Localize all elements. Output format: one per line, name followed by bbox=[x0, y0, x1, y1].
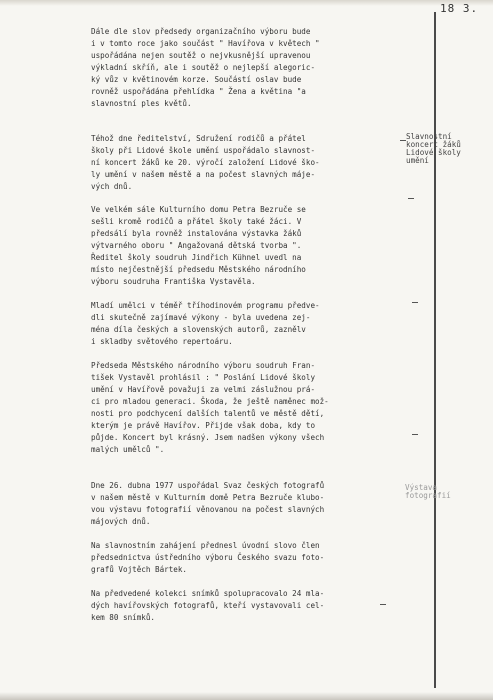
text-line: Ve velkém sále Kulturního domu Petra Bezruče se bbox=[91, 205, 306, 214]
text-line: ly umění v našem městě a na počest slavných máje- bbox=[91, 170, 316, 179]
text-line: výboru soudruha Františka Vystavěla. bbox=[91, 277, 256, 286]
margin-note-line: Lidové školy bbox=[406, 148, 461, 157]
text-line: slavnostní ples květů. bbox=[91, 99, 192, 108]
margin-note-concert bbox=[406, 133, 461, 165]
text-line: umění v Havířově považuji za velmi záslužnou prá- bbox=[91, 385, 316, 394]
margin-note-line: fotografií bbox=[405, 491, 451, 500]
margin-dash bbox=[412, 302, 418, 303]
text-line: malých umělců ". bbox=[91, 445, 165, 454]
margin-note-line: Slavnostní bbox=[406, 132, 452, 141]
text-line: Na předvedené kolekci snímků spolupracovalo 24 mla- bbox=[91, 589, 325, 598]
text-line: Na slavnostním zahájení přednesl úvodní slovo člen bbox=[91, 541, 320, 550]
text-line: ní koncert žáků ke 20. výročí založení Lidové ško- bbox=[91, 158, 320, 167]
text-line: uspořádána nejen soutěž o nejvkusnější upravenou bbox=[91, 51, 311, 60]
text-line: výtvarného oboru " Angažovaná dětská tvorba ". bbox=[91, 241, 302, 250]
text-line: předsálí byla rovněž instalována výstavka žáků bbox=[91, 229, 302, 238]
text-line: nosti pro podchycení dalších talentů ve městě dětí, bbox=[91, 409, 325, 418]
text-line: Dne 26. dubna 1977 uspořádal Svaz českých fotografů bbox=[91, 481, 325, 490]
text-line: ci pro mladou generaci. Škoda, že ještě naměnec mož- bbox=[91, 397, 329, 406]
text-line: dli skutečně zajímavé výkony - byla uvedena zej- bbox=[91, 313, 311, 322]
text-line: tišek Vystavěl prohlásil : " Poslání Lidové školy bbox=[91, 373, 316, 382]
text-line: výkladní skříň, ale i soutěž o nejlepší alegoric- bbox=[91, 63, 316, 72]
text-line: Dále dle slov předsedy organizačního výboru bude bbox=[91, 27, 311, 36]
text-line: předsednictva ústředního výboru Českého svazu foto- bbox=[91, 553, 325, 562]
text-line: kterým je právě Havířov. Přijde však doba, kdy to bbox=[91, 421, 316, 430]
text-line: ký vůz v květinovém korze. Součástí oslav bude bbox=[91, 75, 302, 84]
margin-rule bbox=[434, 12, 436, 688]
margin-note-line: umění bbox=[406, 156, 429, 165]
text-line: Ředitel školy soudruh Jindřich Kühnel uvedl na bbox=[91, 253, 302, 262]
margin-note-photo bbox=[405, 484, 451, 500]
text-line: grafů Vojtěch Bártek. bbox=[91, 565, 188, 574]
margin-dash bbox=[408, 198, 414, 199]
text-line: vou výstavu fotografií věnovanou na počest slavných bbox=[91, 505, 325, 514]
text-line: půjde. Koncert byl krásný. Jsem nadšen výkony všech bbox=[91, 433, 325, 442]
text-line: dých havířovských fotografů, kteří vystavovali cel- bbox=[91, 601, 325, 610]
text-line: i skladby světového repertoáru. bbox=[91, 337, 233, 346]
text-line: Předseda Městského národního výboru soudruh Fran- bbox=[91, 361, 316, 370]
page-number: 18 3. bbox=[440, 2, 479, 15]
margin-note-line: Výstava bbox=[405, 483, 438, 492]
paragraph-vystava-fotografii bbox=[0, 481, 325, 678]
page-edge-top bbox=[0, 0, 493, 6]
margin-dash bbox=[380, 604, 386, 605]
text-line: rovněž uspořádána přehlídka " Žena a květina "a bbox=[91, 87, 306, 96]
text-line: Téhož dne ředitelství, Sdružení rodičů a přátel bbox=[91, 134, 306, 143]
margin-dash bbox=[412, 434, 418, 435]
text-line: sešli kromě rodičů a přátel školy také žáci. V bbox=[91, 217, 302, 226]
text-line: vých dnů. bbox=[91, 182, 133, 191]
text-line: Mladí umělci v téměř tříhodinovém programu předve- bbox=[91, 301, 320, 310]
text-line: v našem městě v Kulturním domě Petra Bezruče klubo- bbox=[91, 493, 325, 502]
text-line: místo nejčestnější předsedu Městského národního bbox=[91, 265, 306, 274]
page-edge-bottom bbox=[0, 692, 493, 700]
text-line: ména díla českých a slovenských autorů, zaznělv bbox=[91, 325, 306, 334]
text-line: kem 80 snímků. bbox=[91, 613, 156, 622]
text-line: školy při Lidové škole umění uspořádalo slavnost- bbox=[91, 146, 316, 155]
margin-note-line: koncert žáků bbox=[406, 140, 461, 149]
text-line: i v tomto roce jako součást " Havířova v květech " bbox=[91, 39, 320, 48]
text-line: májových dnů. bbox=[91, 517, 151, 526]
